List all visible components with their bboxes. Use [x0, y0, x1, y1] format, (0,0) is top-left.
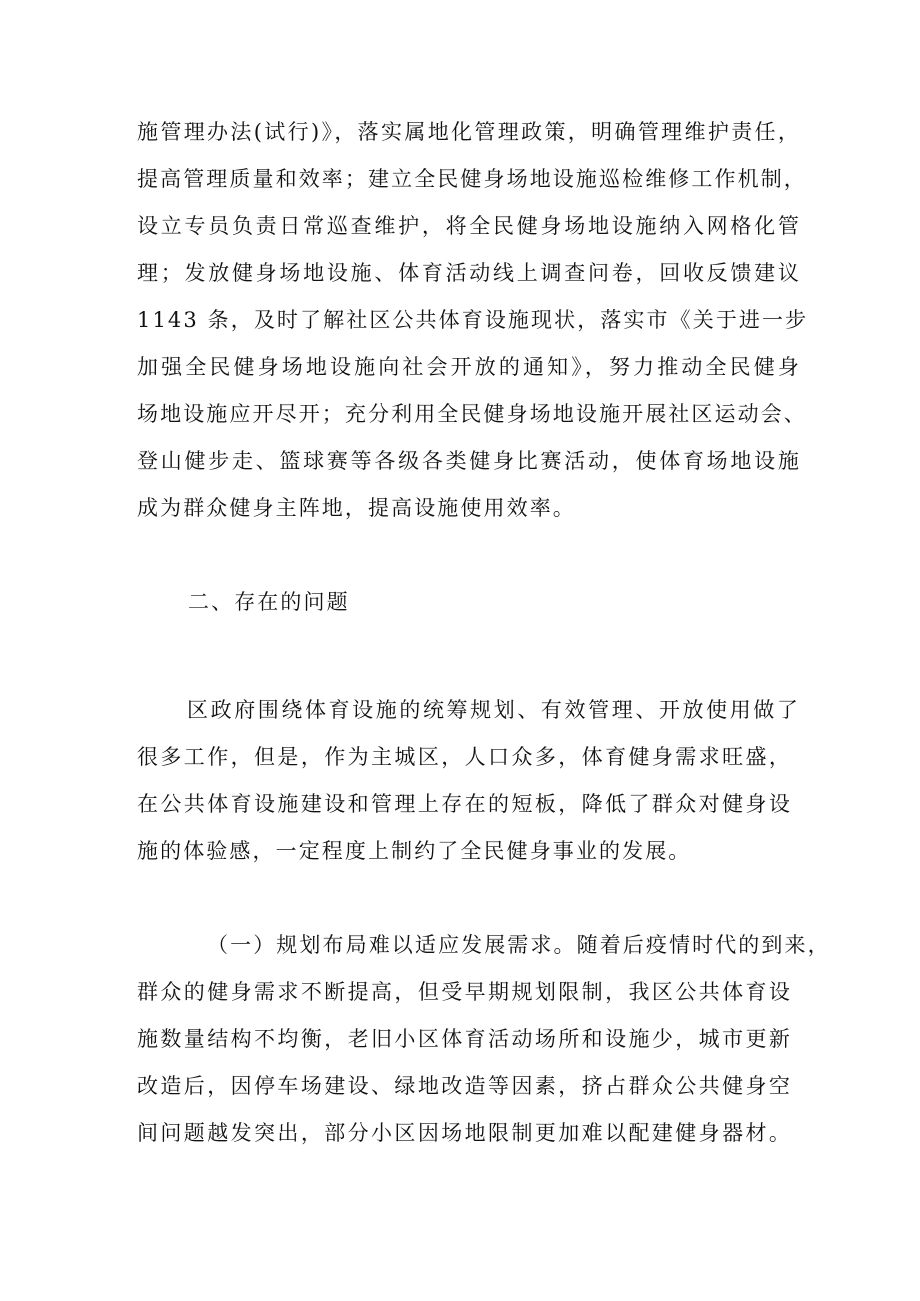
subsection-paragraph-line: 群众的健身需求不断提高，但受早期规划限制，我区公共体育设 [137, 980, 792, 1004]
paragraph-line: 成为群众健身主阵地，提高设施使用效率。 [137, 496, 576, 520]
paragraph-line: 理；发放健身场地设施、体育活动线上调查问卷，回收反馈建议 [137, 261, 801, 285]
paragraph-line: 很多工作，但是，作为主城区，人口众多，体育健身需求旺盛， [137, 745, 792, 769]
subsection-paragraph-line: （一）规划布局难以适应发展需求。随着后疫情时代的到来， [207, 933, 831, 957]
section-heading: 二、存在的问题 [188, 590, 350, 614]
subsection-paragraph-line: 施数量结构不均衡，老旧小区体育活动场所和设施少，城市更新 [137, 1027, 792, 1051]
subsection-paragraph-line: 改造后，因停车场建设、绿地改造等因素，挤占群众公共健身空 [137, 1074, 792, 1098]
paragraph-line: 区政府围绕体育设施的统筹规划、有效管理、开放使用做了 [187, 698, 800, 722]
paragraph-line: 施的体验感，一定程度上制约了全民健身事业的发展。 [137, 839, 692, 863]
paragraph-line: 加强全民健身场地设施向社会开放的通知》，努力推动全民健身 [137, 355, 801, 379]
paragraph-line: 设立专员负责日常巡查维护，将全民健身场地设施纳入网格化管 [137, 214, 801, 238]
paragraph-line: 施管理办法(试行)》，落实属地化管理政策，明确管理维护责任， [137, 120, 801, 144]
paragraph-line: 场地设施应开尽开；充分利用全民健身场地设施开展社区运动会、 [137, 402, 807, 426]
subsection-paragraph-line: 间问题越发突出，部分小区因场地限制更加难以配建健身器材。 [137, 1121, 792, 1145]
paragraph-line: 提高管理质量和效率；建立全民健身场地设施巡检维修工作机制， [137, 167, 807, 191]
paragraph-line: 登山健步走、篮球赛等各级各类健身比赛活动，使体育场地设施 [137, 449, 801, 473]
paragraph-line: 在公共体育设施建设和管理上存在的短板，降低了群众对健身设 [137, 792, 792, 816]
paragraph-line: 1143 条，及时了解社区公共体育设施现状，落实市《关于进一步 [137, 308, 809, 332]
